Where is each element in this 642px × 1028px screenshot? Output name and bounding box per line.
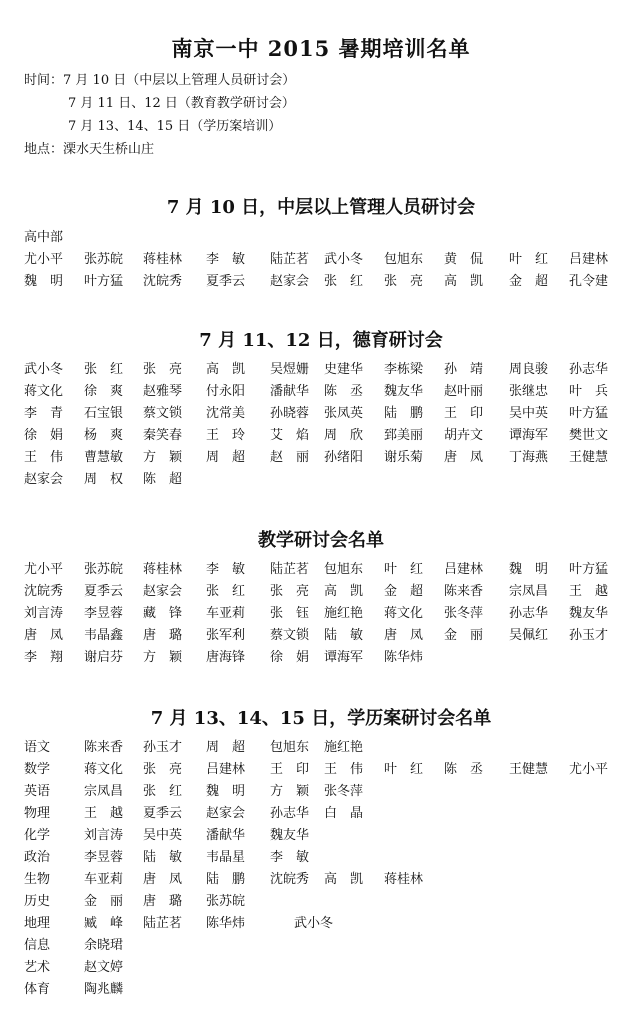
section-sublabel: 高中部 (24, 230, 64, 245)
person-name: 李 敏 (206, 252, 246, 267)
person-name: 包旭东 (384, 252, 424, 267)
person-name: 孙志华 (569, 362, 609, 377)
person-name: 吕建林 (569, 252, 609, 267)
subject-row (24, 803, 624, 825)
page-title: 南京一中 2015 暑期培训名单 (171, 36, 471, 61)
subject-row (24, 781, 624, 803)
person-name: 王健慧 (509, 762, 549, 777)
subject-row (24, 869, 624, 891)
person-name: 唐 凤 (384, 628, 424, 643)
person-name: 尤小平 (24, 562, 64, 577)
person-name: 王 印 (444, 406, 484, 421)
person-name: 周良骏 (509, 362, 549, 377)
person-name: 李 敏 (206, 562, 246, 577)
person-name: 张 红 (143, 784, 183, 799)
time-line-2: 7 月 11 日、12 日（教育教学研讨会） (68, 96, 295, 111)
person-name: 李栋梁 (384, 362, 424, 377)
person-name: 陆 鹏 (384, 406, 424, 421)
name-row (24, 403, 624, 425)
person-name: 周 超 (206, 740, 246, 755)
person-name: 陈 丞 (444, 762, 484, 777)
person-name: 陆芷茗 (270, 562, 310, 577)
person-name: 尤小平 (569, 762, 609, 777)
person-name: 余晓珺 (84, 938, 124, 953)
person-name: 艾 焰 (270, 428, 310, 443)
subject-label: 信息 (24, 938, 51, 953)
subject-row (24, 891, 624, 913)
person-name: 张 亮 (143, 762, 183, 777)
name-row (24, 559, 624, 581)
person-name: 杨 爽 (84, 428, 124, 443)
person-name: 蒋桂林 (143, 562, 183, 577)
name-row (24, 249, 624, 271)
person-name: 沈皖秀 (24, 584, 64, 599)
person-name: 赵家会 (270, 274, 310, 289)
person-name: 魏友华 (270, 828, 310, 843)
person-name: 方 颖 (270, 784, 310, 799)
person-name: 韦晶鑫 (84, 628, 124, 643)
person-name: 夏季云 (206, 274, 246, 289)
person-name: 徐 娟 (270, 650, 310, 665)
person-name: 王 玲 (206, 428, 246, 443)
person-name: 石宝银 (84, 406, 124, 421)
person-name: 张苏皖 (84, 252, 124, 267)
person-name: 陈来香 (444, 584, 484, 599)
subject-label: 物理 (24, 806, 51, 821)
person-name: 藏 锋 (143, 606, 183, 621)
person-name: 陈 超 (143, 472, 183, 487)
person-name: 张继忠 (509, 384, 549, 399)
person-name: 唐海锋 (206, 650, 246, 665)
person-name: 魏 明 (509, 562, 549, 577)
person-name: 李昱蓉 (84, 606, 124, 621)
person-name: 沈常美 (206, 406, 246, 421)
place-value: 溧水天生桥山庄 (63, 142, 155, 157)
name-row (24, 647, 624, 669)
person-name: 丁海燕 (509, 450, 549, 465)
person-name: 陈华炜 (384, 650, 424, 665)
section-heading-learning-plan: 7 月 13、14、15 日，学历案研讨会名单 (150, 708, 492, 729)
person-name: 李 敏 (270, 850, 310, 865)
person-name: 郅美丽 (384, 428, 424, 443)
person-name: 孔令建 (569, 274, 609, 289)
time-detail: 7 月 10 日（中层以上管理人员研讨会） (63, 73, 296, 88)
person-name: 潘献华 (206, 828, 246, 843)
person-name: 宗凤昌 (84, 784, 124, 799)
person-name: 武小冬 (24, 362, 64, 377)
person-name: 张 亮 (384, 274, 424, 289)
subject-label: 艺术 (24, 960, 51, 975)
subject-row (24, 825, 624, 847)
person-name: 金 丽 (84, 894, 124, 909)
person-name: 张军利 (206, 628, 246, 643)
person-name: 金 超 (384, 584, 424, 599)
person-name: 张 红 (324, 274, 364, 289)
person-name: 叶 红 (384, 562, 424, 577)
subject-label: 化学 (24, 828, 51, 843)
person-name: 唐 凤 (444, 450, 484, 465)
place-line (24, 139, 154, 161)
person-name: 张冬萍 (324, 784, 364, 799)
person-name: 孙晓蓉 (270, 406, 310, 421)
person-name: 秦笑春 (143, 428, 183, 443)
person-name: 张苏皖 (206, 894, 246, 909)
subject-row (24, 913, 624, 935)
time-label: 时间： (24, 73, 64, 88)
person-name: 陈华炜 (206, 916, 246, 931)
person-name: 陆芷茗 (270, 252, 310, 267)
person-name: 叶方猛 (569, 562, 609, 577)
name-row (24, 359, 624, 381)
person-name: 魏 明 (206, 784, 246, 799)
person-name: 吴中英 (509, 406, 549, 421)
time-line-1 (24, 70, 295, 92)
person-name: 蒋桂林 (384, 872, 424, 887)
subject-row (24, 935, 624, 957)
person-name: 曹慧敏 (84, 450, 124, 465)
person-name: 金 超 (509, 274, 549, 289)
section-heading-moral-education: 7 月 11、12 日，德育研讨会 (199, 330, 443, 351)
person-name: 孙绪阳 (324, 450, 364, 465)
person-name: 陆 鹏 (206, 872, 246, 887)
person-name: 史建华 (324, 362, 364, 377)
person-name: 武小冬 (294, 916, 334, 931)
person-name: 蒋桂林 (143, 252, 183, 267)
person-name: 叶方猛 (84, 274, 124, 289)
person-name: 周 权 (84, 472, 124, 487)
person-name: 张 红 (84, 362, 124, 377)
person-name: 夏季云 (143, 806, 183, 821)
person-name: 樊世文 (569, 428, 609, 443)
place-label: 地点： (24, 142, 64, 157)
person-name: 臧 峰 (84, 916, 124, 931)
subject-label: 历史 (24, 894, 51, 909)
person-name: 唐 璐 (143, 894, 183, 909)
person-name: 孙玉才 (569, 628, 609, 643)
person-name: 沈皖秀 (270, 872, 310, 887)
person-name: 王 伟 (324, 762, 364, 777)
section-heading-management: 7 月 10 日，中层以上管理人员研讨会 (166, 197, 476, 218)
name-row (24, 425, 624, 447)
person-name: 陶兆麟 (84, 982, 124, 997)
person-name: 高 凯 (444, 274, 484, 289)
person-name: 吕建林 (444, 562, 484, 577)
person-name: 包旭东 (324, 562, 364, 577)
subject-row (24, 737, 624, 759)
name-row (24, 625, 624, 647)
person-name: 方 颖 (143, 650, 183, 665)
subject-label: 政治 (24, 850, 51, 865)
name-row (24, 581, 624, 603)
person-name: 魏 明 (24, 274, 64, 289)
person-name: 李昱蓉 (84, 850, 124, 865)
person-name: 唐 璐 (143, 628, 183, 643)
person-name: 蒋文化 (24, 384, 64, 399)
person-name: 魏友华 (569, 606, 609, 621)
person-name: 张 亮 (143, 362, 183, 377)
person-name: 陆芷茗 (143, 916, 183, 931)
name-row (24, 447, 624, 469)
person-name: 沈皖秀 (143, 274, 183, 289)
person-name: 王 伟 (24, 450, 64, 465)
section-heading-teaching: 教学研讨会名单 (258, 530, 384, 551)
person-name: 刘言涛 (24, 606, 64, 621)
person-name: 孙志华 (270, 806, 310, 821)
person-name: 赵文婷 (84, 960, 124, 975)
person-name: 谢启芬 (84, 650, 124, 665)
person-name: 谭海军 (509, 428, 549, 443)
person-name: 赵家会 (206, 806, 246, 821)
person-name: 赵雅琴 (143, 384, 183, 399)
person-name: 韦晶星 (206, 850, 246, 865)
subject-row (24, 979, 624, 1001)
name-row (24, 271, 624, 293)
person-name: 叶 红 (384, 762, 424, 777)
person-name: 吴中英 (143, 828, 183, 843)
subject-row (24, 759, 624, 781)
person-name: 宗凤昌 (509, 584, 549, 599)
person-name: 叶方猛 (569, 406, 609, 421)
person-name: 夏季云 (84, 584, 124, 599)
person-name: 谭海军 (324, 650, 364, 665)
subject-label: 生物 (24, 872, 51, 887)
person-name: 叶 兵 (569, 384, 609, 399)
person-name: 王 越 (84, 806, 124, 821)
subject-label: 语文 (24, 740, 51, 755)
person-name: 孙玉才 (143, 740, 183, 755)
name-row (24, 469, 624, 491)
person-name: 张凤英 (324, 406, 364, 421)
person-name: 陈来香 (84, 740, 124, 755)
person-name: 方 颖 (143, 450, 183, 465)
person-name: 蔡文锁 (143, 406, 183, 421)
person-name: 张 红 (206, 584, 246, 599)
person-name: 包旭东 (270, 740, 310, 755)
person-name: 王 印 (270, 762, 310, 777)
person-name: 徐 娟 (24, 428, 64, 443)
subject-row (24, 957, 624, 979)
person-name: 蒋文化 (84, 762, 124, 777)
person-name: 李 翔 (24, 650, 64, 665)
person-name: 胡卉文 (444, 428, 484, 443)
person-name: 赵家会 (24, 472, 64, 487)
person-name: 张冬萍 (444, 606, 484, 621)
person-name: 潘献华 (270, 384, 310, 399)
person-name: 张 钰 (270, 606, 310, 621)
person-name: 蒋文化 (384, 606, 424, 621)
person-name: 孙志华 (509, 606, 549, 621)
subject-label: 地理 (24, 916, 51, 931)
person-name: 王 越 (569, 584, 609, 599)
person-name: 王健慧 (569, 450, 609, 465)
person-name: 高 凯 (324, 872, 364, 887)
person-name: 叶 红 (509, 252, 549, 267)
person-name: 尤小平 (24, 252, 64, 267)
person-name: 周 欣 (324, 428, 364, 443)
person-name: 谢乐菊 (384, 450, 424, 465)
person-name: 唐 凤 (24, 628, 64, 643)
person-name: 白 晶 (324, 806, 364, 821)
person-name: 吴佩红 (509, 628, 549, 643)
person-name: 高 凯 (206, 362, 246, 377)
person-name: 李 青 (24, 406, 64, 421)
person-name: 施红艳 (324, 606, 364, 621)
person-name: 黄 侃 (444, 252, 484, 267)
name-row (24, 381, 624, 403)
person-name: 孙 靖 (444, 362, 484, 377)
person-name: 徐 爽 (84, 384, 124, 399)
subject-label: 英语 (24, 784, 51, 799)
person-name: 金 丽 (444, 628, 484, 643)
person-name: 车亚莉 (84, 872, 124, 887)
person-name: 付永阳 (206, 384, 246, 399)
person-name: 陈 丞 (324, 384, 364, 399)
name-row (24, 603, 624, 625)
time-line-3: 7 月 13、14、15 日（学历案培训） (68, 119, 282, 134)
person-name: 吕建林 (206, 762, 246, 777)
person-name: 吴煜姗 (270, 362, 310, 377)
person-name: 蔡文锁 (270, 628, 310, 643)
person-name: 车亚莉 (206, 606, 246, 621)
person-name: 赵家会 (143, 584, 183, 599)
person-name: 高 凯 (324, 584, 364, 599)
person-name: 张苏皖 (84, 562, 124, 577)
person-name: 张 亮 (270, 584, 310, 599)
subject-row (24, 847, 624, 869)
person-name: 刘言涛 (84, 828, 124, 843)
person-name: 唐 凤 (143, 872, 183, 887)
person-name: 赵 丽 (270, 450, 310, 465)
person-name: 施红艳 (324, 740, 364, 755)
subject-label: 数学 (24, 762, 51, 777)
person-name: 陆 敏 (143, 850, 183, 865)
person-name: 陆 敏 (324, 628, 364, 643)
person-name: 周 超 (206, 450, 246, 465)
person-name: 魏友华 (384, 384, 424, 399)
subject-label: 体育 (24, 982, 51, 997)
person-name: 赵叶丽 (444, 384, 484, 399)
person-name: 武小冬 (324, 252, 364, 267)
